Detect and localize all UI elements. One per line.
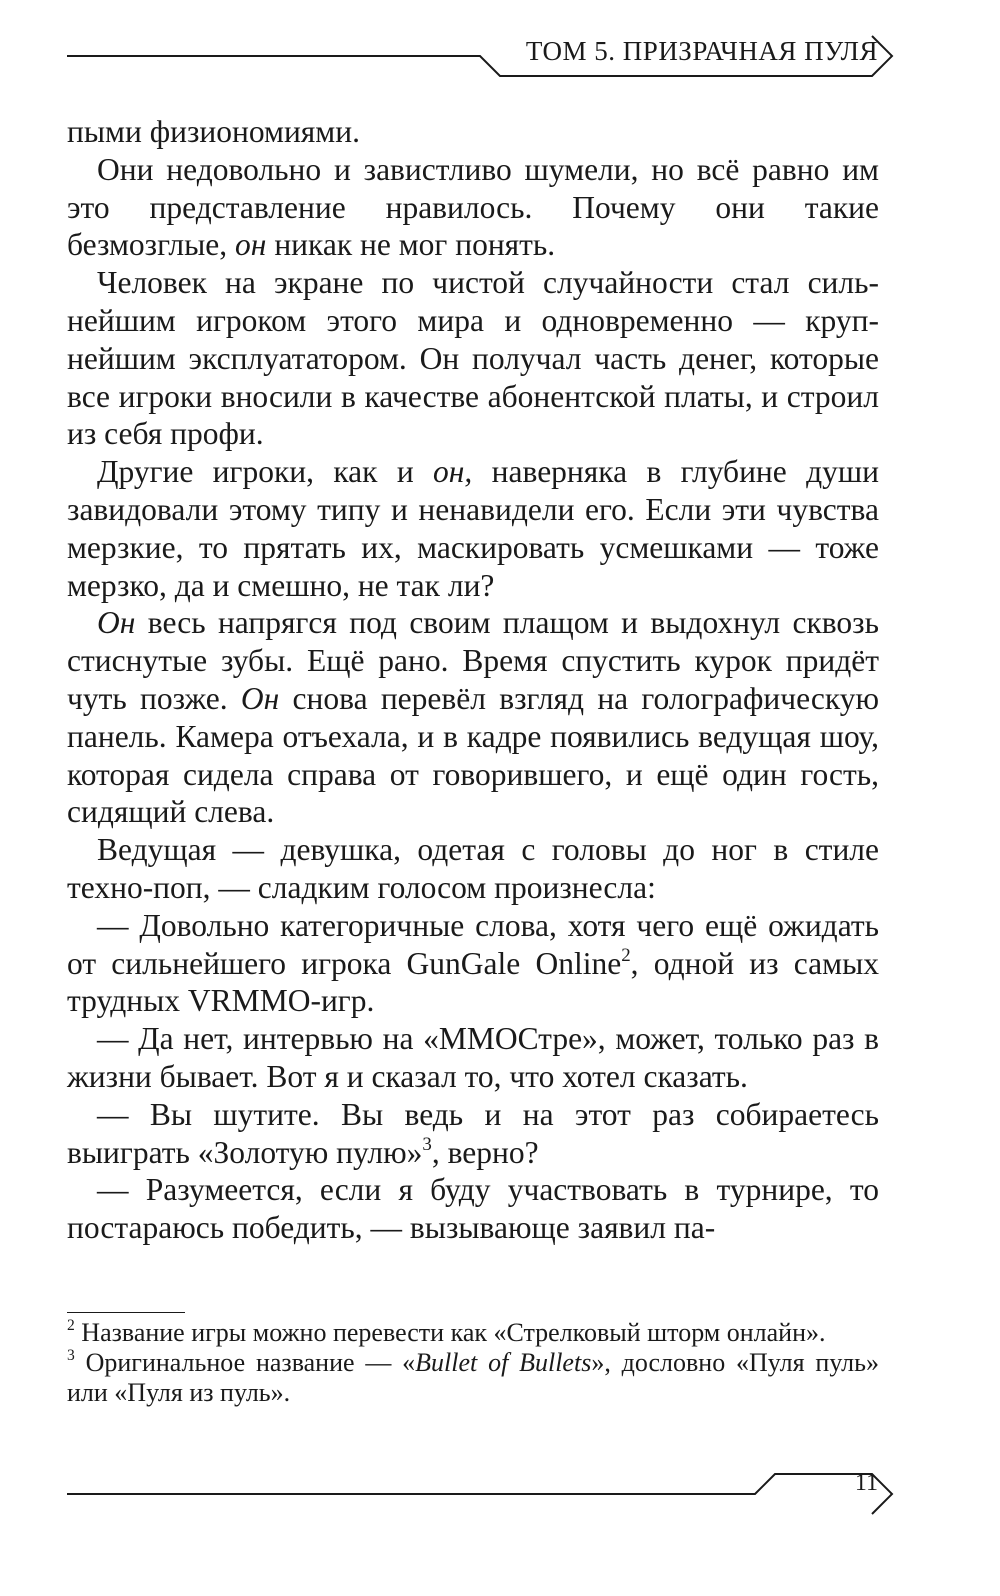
- paragraph-text: — Да нет, интервью на «MMOСтре», может, только раз в жизни бывает. Вот я и сказал то, что хотел сказать.: [67, 1021, 879, 1094]
- italic-text: Он: [240, 680, 280, 716]
- paragraph: [67, 1020, 879, 1096]
- body-text: [67, 113, 879, 1247]
- paragraph: [67, 113, 879, 151]
- italic-text: Он: [97, 605, 136, 641]
- italic-text: Bullet of Bullets: [415, 1348, 592, 1377]
- paragraph: [67, 831, 879, 907]
- paragraph-text: пыми физиономиями.: [67, 114, 360, 149]
- paragraph-text: , одной из самых трудных VRMMO-игр.: [67, 945, 879, 1019]
- footnote-ref[interactable]: 2: [621, 944, 631, 966]
- paragraph-text: никак не мог понять.: [274, 227, 556, 263]
- paragraph: [67, 1171, 879, 1247]
- footnote-3: [67, 1348, 879, 1408]
- paragraph: [67, 264, 879, 453]
- paragraph-text: наверняка в глубине души завидовали этому типу и ненавидели его. Если эти чувства мерзкие, то прятать их, маскировать усмешками — тоже мерзко, да и смешно, не так ли?: [67, 454, 880, 603]
- paragraph-text: Они недовольно и завистливо шумели, но всё равно им это представление нравилось. Почему они такие безмозглые,: [67, 151, 879, 263]
- footer-rule: [0, 1450, 1000, 1530]
- footnote-separator: [67, 1312, 185, 1313]
- page-number: 11: [854, 1470, 878, 1496]
- paragraph: [67, 151, 879, 264]
- paragraph-text: снова перевёл взгляд на голографическую панель. Камера отъехала, и в кадре появились ведущая шоу, которая сидела справа от говорившего, и ещё один гость, сидящий слева.: [67, 680, 879, 830]
- italic-text: он,: [433, 454, 473, 490]
- paragraph-text: , верно?: [431, 1134, 539, 1170]
- paragraph-text: — Разумеется, если я буду участвовать в турнире, то постараюсь победить, — вызывающе заявил па-: [67, 1172, 879, 1246]
- footnote-2: [67, 1318, 879, 1348]
- italic-text: он: [235, 227, 267, 263]
- footnote-mark: 3: [67, 1347, 75, 1365]
- paragraph: [67, 907, 879, 1020]
- paragraph-text: — Вы шутите. Вы ведь и на этот раз собираетесь выиграть «Золотую пулю»: [67, 1096, 879, 1170]
- footnotes: [67, 1318, 879, 1408]
- footnote-mark: 2: [67, 1317, 75, 1335]
- paragraph-text: Ведущая — девушка, одетая с головы до ног в стиле техно-поп, — сладким голосом произнесла:: [67, 832, 879, 905]
- running-title: ТОМ 5. ПРИЗРАЧНАЯ ПУЛЯ: [525, 36, 878, 66]
- footnote-ref[interactable]: 3: [422, 1133, 432, 1155]
- footnote-text: Оригинальное название — «: [85, 1348, 416, 1377]
- footnote-text: Название игры можно перевести как «Стрелковый шторм онлайн».: [81, 1318, 826, 1347]
- paragraph: [67, 1096, 879, 1172]
- footnote-text: », дословно «Пуля пуль» или «Пуля из пуль».: [67, 1348, 880, 1407]
- paragraph: [67, 604, 879, 831]
- paragraph-text: весь напрягся под своим плащом и выдохнул сквозь стиснутые зубы. Ещё рано. Время спустить курок придёт чуть позже.: [67, 605, 879, 716]
- paragraph-text: Человек на экране по чистой случайности стал сильнейшим игроком этого мира и одновременно — крупнейшим эксплуататором. Он получал часть денег, которые все игроки вносили в качестве абонентской платы, и строил из себя профи.: [67, 265, 879, 452]
- paragraph-text: Другие игроки, как и: [97, 454, 414, 490]
- paragraph-text: — Довольно категоричные слова, хотя чего ещё ожидать от сильнейшего игрока GunGale Online: [67, 907, 879, 981]
- paragraph: [67, 453, 879, 604]
